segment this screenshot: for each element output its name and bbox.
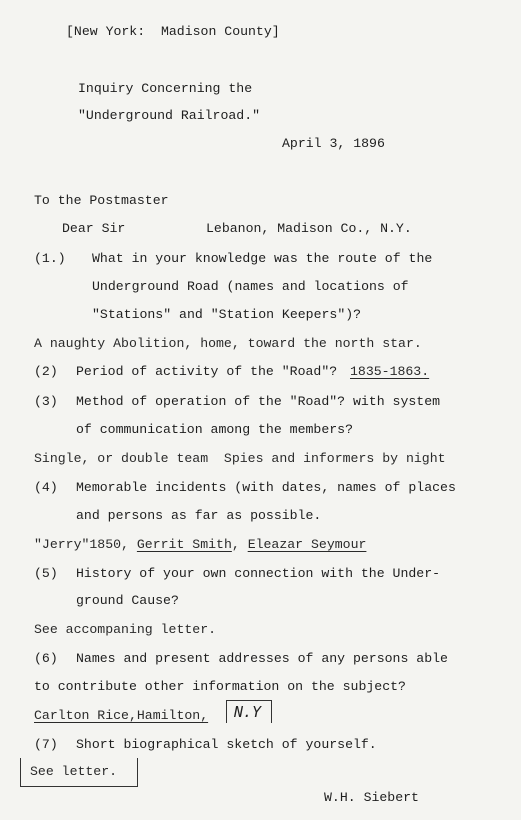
a2-answer: 1835-1863. — [350, 364, 430, 379]
q4-line2: and persons as far as possible. — [76, 508, 322, 523]
a3-answer: Single, or double team Spies and informers by night — [34, 451, 446, 466]
recipient: To the Postmaster — [34, 193, 169, 208]
a4-separator: , — [231, 537, 248, 552]
a6-answer-handwritten: N.Y — [234, 703, 262, 721]
q1-line3: "Stations" and "Station Keepers")? — [92, 307, 362, 322]
location-header: [New York: Madison County] — [66, 24, 280, 39]
q2-number: (2) — [34, 364, 58, 379]
title-line-2: "Underground Railroad." — [78, 108, 261, 123]
a4-gerrit-smith: Gerrit Smith — [136, 537, 232, 552]
q6-line2: to contribute other information on the subject? — [34, 679, 406, 694]
signature: W.H. Siebert — [324, 790, 419, 805]
q3-line2: of communication among the members? — [76, 422, 353, 437]
q6-line1: Names and present addresses of any persons able — [76, 651, 448, 666]
q4-number: (4) — [34, 480, 58, 495]
date: April 3, 1896 — [282, 136, 385, 151]
respondent-place: Lebanon, Madison Co., N.Y. — [206, 221, 412, 236]
a4-eleazar-seymour: Eleazar Seymour — [247, 537, 367, 552]
a1-answer: A naughty Abolition, home, toward the north star. — [34, 336, 422, 351]
q7-text: Short biographical sketch of yourself. — [76, 737, 377, 752]
q5-line2: ground Cause? — [76, 593, 179, 608]
q4-line1: Memorable incidents (with dates, names of places — [76, 480, 456, 495]
q2-text: Period of activity of the "Road"? — [76, 364, 338, 379]
a4-jerry: "Jerry"1850, — [34, 537, 137, 552]
q3-number: (3) — [34, 394, 58, 409]
q5-number: (5) — [34, 566, 58, 581]
q3-line1: Method of operation of the "Road"? with system — [76, 394, 441, 409]
q7-number: (7) — [34, 737, 58, 752]
q1-line2: Underground Road (names and locations of — [92, 279, 409, 294]
a4-answer — [34, 537, 366, 553]
q6-number: (6) — [34, 651, 58, 666]
a7-answer: See letter. — [30, 764, 118, 779]
title-line-1: Inquiry Concerning the — [78, 81, 253, 96]
salutation: Dear Sir — [62, 221, 126, 236]
a6-answer-typed: Carlton Rice,Hamilton, — [34, 708, 209, 723]
a5-answer: See accompaning letter. — [34, 622, 217, 637]
q5-line1: History of your own connection with the Under- — [76, 566, 441, 581]
q1-line1: What in your knowledge was the route of the — [92, 251, 433, 266]
q1-number: (1.) — [34, 251, 66, 266]
